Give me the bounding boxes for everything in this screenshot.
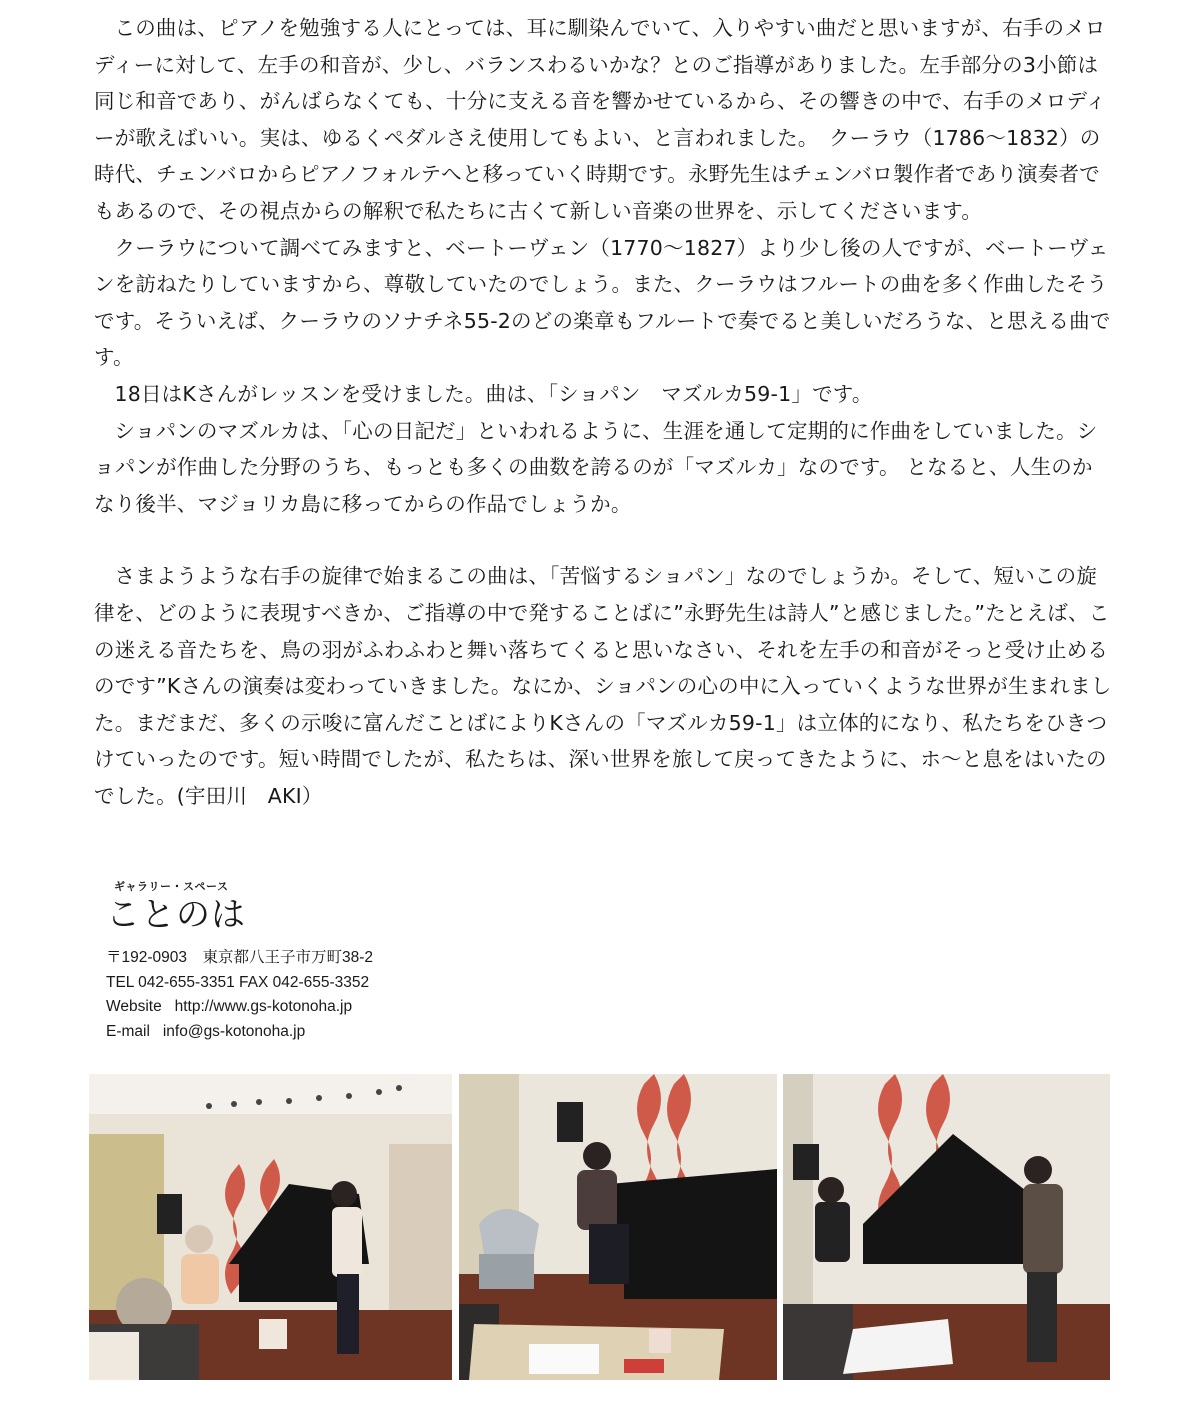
photo-illustration — [783, 1074, 1110, 1380]
phone-line: TEL 042-655-3351 FAX 042-655-3352 — [106, 973, 370, 991]
paragraph: ショパンのマズルカは、「心の日記だ」といわれるように、生涯を通して定期的に作曲をしていました。ショパンが作曲した分野のうち、もっとも多くの曲数を誇るのが「マズルカ」なのです。 となると、人生のかなり後半、マジョリカ島に移ってからの作品でしょうか。 — [94, 418, 1098, 516]
paragraph: この曲は、ピアノを勉強する人にとっては、耳に馴染んでいて、入りやすい曲だと思いますが、右手のメロディーに対して、左手の和音が、少し、バランスわるいかな？とのご指導がありました。左手部分の3小節は同じ和音であり、がんばらなくても、十分に支える音を響かせているから、その響きの中で、右手のメロディーが歌えばいい。実は、ゆるくペダルさえ使用してもよい、と言われました。 クーラウ（1786〜1832）の時代、チェンバロからピアノフォルテへと移っていく時期です。永野先生はチェンバロ製作者であり演奏者でもあるので、その視点からの解釈で私たちに古くて新しい音楽の世界を、示してくださいます。 — [94, 16, 1107, 223]
paragraph: 18日はKさんがレッスンを受けました。曲は、「ショパン マズルカ59-1」です。 — [114, 381, 873, 406]
brand-name: ことのは — [106, 895, 246, 935]
lesson-photo-teacher-speaking — [783, 1074, 1110, 1380]
paragraph: クーラウについて調べてみますと、ベートーヴェン（1770〜1827）より少し後の人ですが、ベートーヴェンを訪ねたりしていますから、尊敬していたのでしょう。また、クーラウはフルートの曲を多く作曲したそうです。そういえば、クーラウのソナチネ55-2のどの楽章もフルートで奏でると美しいだろうな、と思える曲です。 — [94, 235, 1111, 370]
paragraph: さまようような右手の旋律で始まるこの曲は、「苦悩するショパン」なのでしょうか。そして、短いこの旋律を、どのように表現すべきか、ご指導の中で発することばに”永野先生は詩人”と感じました。”たとえば、この迷える音たちを、鳥の羽がふわふわと舞い落ちてくると思いなさい、それを左手の和音がそっと受け止めるのです”Kさんの演奏は変わっていきました。なにか、ショパンの心の中に入っていくような世界が生まれました。まだまだ、多くの示唆に富んだことばによりKさんの「マズルカ59-1」は立体的になり、私たちをひきつけていったのです。短い時間でしたが、私たちは、深い世界を旅して戻ってきたように、ホ〜と息をはいたのでした。(宇田川 AKI） — [94, 564, 1112, 808]
photo-illustration — [89, 1074, 452, 1380]
photo-illustration — [459, 1074, 777, 1380]
address-line: 〒192-0903 東京都八王子市万町38-2 — [106, 949, 374, 966]
email-link[interactable]: E-mail info@gs-kotonoha.jp — [106, 1022, 306, 1040]
contact-info — [106, 946, 373, 1044]
brand-ruby: ギャラリー・スペース — [114, 880, 229, 893]
website-link[interactable]: Website http://www.gs-kotonoha.jp — [106, 998, 353, 1015]
gallery-contact-block — [106, 880, 373, 1044]
lesson-photo-audience-view — [89, 1074, 452, 1380]
article-body — [94, 10, 1112, 814]
lesson-photo-pianist-playing — [459, 1074, 777, 1380]
